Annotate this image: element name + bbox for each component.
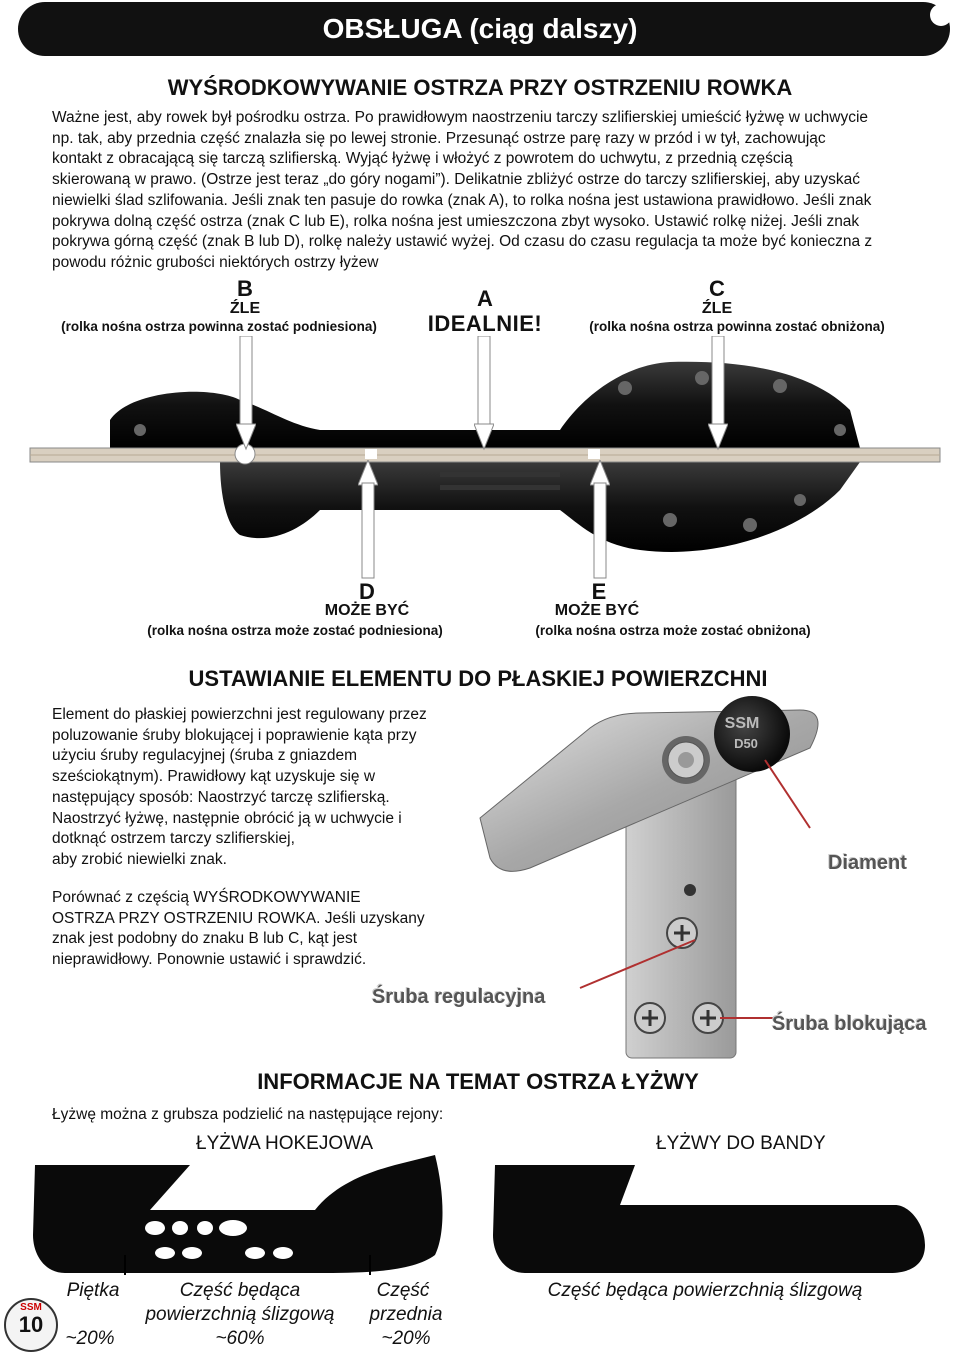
text-line: skierowaną w prawo. (Ostrze jest teraz „do góry nogami”). Delikatnie zbliżyć ostrze do tarczy szlifierskiej, aby uzyskać <box>52 171 860 189</box>
page-badge <box>4 1298 58 1352</box>
text-line: Ważne jest, aby rowek był pośrodku ostrza. Po prawidłowym naostrzeniu tarczy szlifierskiej umieścić łyżwę w uchwycie <box>52 109 869 126</box>
mark-c-note: (rolka nośna ostrza powinna zostać obniżona) <box>589 319 885 334</box>
arrow-e-icon <box>590 460 610 580</box>
text-line: następujący sposób: Naostrzyć tarczę szlifierską. <box>52 788 390 806</box>
mark-d-note: (rolka nośna ostrza może zostać podniesiona) <box>147 623 443 638</box>
bandy-skate-label: ŁYŻWY DO BANDY <box>656 1133 826 1154</box>
mark-b-status: ŹLE <box>229 300 261 317</box>
page-number: 10 <box>18 1312 44 1337</box>
text-line: sześciokątnym). Prawidłowy kąt uzyskuje się w <box>52 768 376 786</box>
text-line: poluzowanie śruby blokującej i poprawienie kąta przy <box>52 726 417 744</box>
knob-brand: SSM <box>724 715 760 732</box>
mark-e-note: (rolka nośna ostrza może zostać obniżona) <box>535 623 811 638</box>
hockey-blade-diagram <box>25 1155 475 1275</box>
mark-c-letter: C <box>709 276 725 301</box>
text-line: znak jest podobny do znaku B lub C, kąt jest <box>52 930 358 948</box>
text-line: powodu różnic grubości niektórych ostrzy łyżew <box>52 253 379 271</box>
region-bandy-name: Część będąca powierzchnią ślizgową <box>547 1280 863 1301</box>
callout-locking-screw: Śruba blokująca <box>772 1013 927 1035</box>
flat-surface-paragraph-1 <box>52 705 492 871</box>
arrow-b-icon <box>236 336 256 451</box>
header-dot-icon <box>930 4 952 26</box>
text-line: np. tak, aby przednia część znalazła się po lewej stronie. Przesunąć ostrze parę razy w przód i w tył, zachowując <box>52 129 826 147</box>
region-front-name-1: Część <box>376 1280 430 1301</box>
mark-a-status: IDEALNIE! <box>427 311 543 336</box>
region-middle-pct: ~60% <box>215 1328 265 1349</box>
centering-paragraph <box>52 108 952 274</box>
arrow-c-icon <box>708 336 728 451</box>
region-heel-pct: ~20% <box>65 1328 115 1349</box>
flat-surface-dresser-image <box>470 688 950 1068</box>
text-line: nieprawidłowy. Ponownie ustawić i sprawdzić. <box>52 951 367 969</box>
text-line: aby zrobić niewielki znak. <box>52 850 227 868</box>
mark-d-letter: D <box>359 579 375 604</box>
blade-info-intro: Łyżwę można z grubsza podzielić na następujące rejony: <box>52 1106 444 1123</box>
bandy-blade-diagram <box>485 1155 935 1275</box>
region-heel-name: Piętka <box>66 1280 120 1301</box>
text-line: dotknąć ostrzem tarczy szlifierskiej, <box>52 830 295 848</box>
text-line: Element do płaskiej powierzchni jest regulowany przez <box>52 706 427 723</box>
mark-c-status: ŹLE <box>701 300 733 317</box>
callout-diamond: Diament <box>828 852 907 874</box>
knob-model: D50 <box>734 736 758 751</box>
hockey-skate-label: ŁYŻWA HOKEJOWA <box>196 1133 374 1154</box>
page-title: OBSŁUGA (ciąg dalszy) <box>322 13 638 44</box>
text-line: użyciu śruby regulacyjnej (śruba z gniazdem <box>52 747 357 765</box>
section-title-blade-info: INFORMACJE NA TEMAT OSTRZA ŁYŻWY <box>257 1069 699 1094</box>
arrow-a-icon <box>474 336 494 451</box>
arrow-d-icon <box>358 460 378 580</box>
region-front-pct: ~20% <box>381 1328 431 1349</box>
region-middle-name-1: Część będąca <box>179 1280 301 1301</box>
section-title-flat-surface: USTAWIANIE ELEMENTU DO PŁASKIEJ POWIERZCHNI <box>188 666 768 691</box>
mark-b-letter: B <box>237 276 253 301</box>
ssm-logo: SSM <box>20 1302 42 1313</box>
text-line: pokrywa górną część (znak B lub D), rolkę należy ustawić wyżej. Od czasu do czasu regulacja ta może być konieczna z <box>52 233 873 251</box>
mark-e-status: MOŻE BYĆ <box>554 602 640 619</box>
text-line: Naostrzyć łyżwę, następnie obrócić ją w uchwycie i <box>52 809 402 827</box>
mark-b-note: (rolka nośna ostrza powinna zostać podniesiona) <box>61 319 377 334</box>
text-line: niewielki ślad szlifowania. Jeśli znak ten pasuje do rowka (znak A), to rolka nośna jest ustawiona prawidłowo. Jeśli znak <box>52 191 872 209</box>
flat-surface-paragraph-2 <box>52 888 492 971</box>
region-middle-name-2: powierzchnią ślizgową <box>145 1304 335 1325</box>
text-line: Porównać z częścią WYŚRODKOWYWANIE <box>52 889 361 906</box>
mark-e-letter: E <box>591 579 607 604</box>
section-title-centering: WYŚRODKOWYWANIE OSTRZA PRZY OSTRZENIU ROWKA <box>167 75 793 100</box>
mark-a-letter: A <box>477 286 493 311</box>
mark-d-status: MOŻE BYĆ <box>324 602 410 619</box>
region-front-name-2: przednia <box>369 1304 443 1325</box>
text-line: kontakt z obracającą się tarczą szlifierską. Wyjąć łyżwę i włożyć z powrotem do uchwytu, z przednią częścią <box>52 150 793 168</box>
text-line: pokrywa dolną część ostrza (znak C lub E), rolka nośna jest umieszczona zbyt wysoko. Ustawić rolkę niżej. Jeśli znak <box>52 212 860 230</box>
callout-adjusting-screw: Śruba regulacyjna <box>372 986 546 1008</box>
text-line: OSTRZA PRZY OSTRZENIU ROWKA. Jeśli uzyskany <box>52 909 425 927</box>
